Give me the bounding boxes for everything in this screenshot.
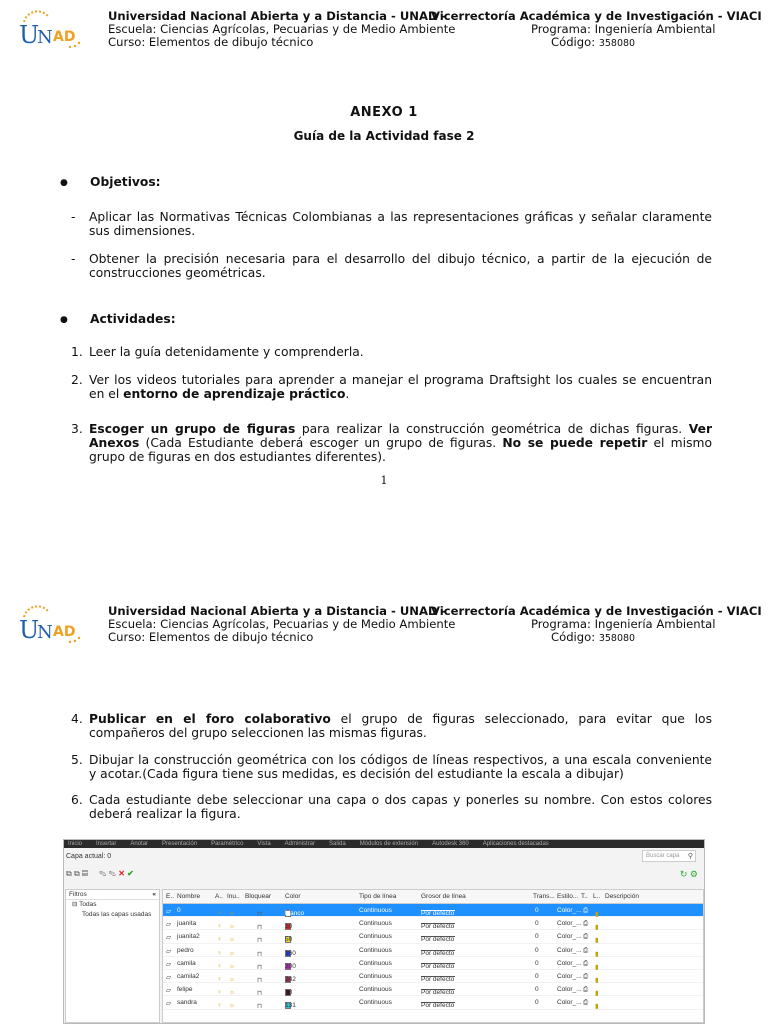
ribbon-tab[interactable]: Aplicaciones destacadas: [482, 841, 549, 847]
page-2: [0, 595, 768, 1024]
column-header[interactable]: Nombre: [177, 893, 201, 900]
layer-status-icon: ▱: [166, 973, 171, 981]
column-header[interactable]: L..: [593, 893, 601, 900]
svg-text:U: U: [19, 21, 40, 49]
layer-status-icon: ▱: [166, 908, 171, 915]
layer-status-icon: ▱: [166, 960, 171, 968]
layer-plot-style: Color_...: [557, 986, 582, 994]
header-programa: Programa: Ingeniería Ambiental: [531, 617, 716, 631]
column-header[interactable]: Estilo...: [557, 893, 579, 900]
bullet-icon: ●: [60, 177, 68, 188]
layer-transparency[interactable]: 0: [535, 972, 539, 980]
layer-transparency[interactable]: 0: [535, 986, 539, 994]
list-number: 6.: [71, 793, 83, 807]
filters-label: Filtros: [69, 891, 87, 898]
layer-row[interactable]: ▱ felipe ♀ ☼ ⊓ 18 Continuous Por defecto 0 Color_... ⎙ ▮: [163, 983, 703, 996]
layer-row[interactable]: ▱ camila2 ♀ ☼ ⊓ 242 Continuous Por defecto 0 Color_... ⎙ ▮: [163, 970, 703, 983]
layer-status-icon: ▱: [166, 934, 171, 942]
layer-row[interactable]: ▱ pedro ♀ ☼ ⊓ 160 Continuous Por defecto 0 Color_... ⎙ ▮: [163, 944, 703, 957]
header-university: Universidad Nacional Abierta y a Distancia - UNAD -: [108, 604, 447, 618]
layer-search-input[interactable]: Buscar capa ⚲: [642, 850, 696, 862]
layer-name: camila2: [177, 972, 200, 980]
actividad-2: Ver los videos tutoriales para aprender a manejar el programa Draftsight los cuales se encuentran en el entorno de aprendizaje práctico.: [89, 373, 712, 401]
column-header[interactable]: Tipo de línea: [359, 893, 397, 900]
svg-text:AD: AD: [53, 29, 76, 45]
layer-linetype[interactable]: Continuous: [359, 999, 392, 1007]
svg-text:U: U: [19, 616, 40, 644]
layer-manager-screenshot: [63, 839, 705, 1024]
layer-status-icon: ▱: [166, 1000, 171, 1008]
ribbon-tab[interactable]: Insertar: [96, 841, 117, 847]
unad-logo: [18, 605, 88, 647]
layer-plot-style: Color_...: [557, 907, 582, 914]
page-header: [18, 604, 762, 649]
header-programa: Programa: Ingeniería Ambiental: [531, 22, 716, 36]
layer-row[interactable]: ▱ sandra ♀ ☼ ⊓ 131 Continuous Por defecto 0 Color_... ⎙ ▮: [163, 996, 703, 1009]
layer-status-icon: ▱: [166, 921, 171, 929]
layer-linetype[interactable]: Continuous: [359, 933, 392, 941]
state-manager-icon[interactable]: ▤: [81, 869, 88, 878]
plot-icon[interactable]: ⎙: [583, 959, 589, 967]
document-subtitle: Guía de la Actividad fase 2: [293, 129, 475, 143]
tree-node-used[interactable]: Todas las capas usadas: [82, 911, 152, 918]
layer-transparency[interactable]: 0: [535, 920, 539, 928]
svg-text:AD: AD: [53, 624, 76, 640]
list-number: 4.: [71, 712, 83, 726]
layer-plot-style: Color_...: [557, 946, 582, 954]
new-filter-icon[interactable]: ⧉: [66, 869, 72, 878]
unad-logo: [18, 10, 88, 52]
layer-transparency[interactable]: 0: [535, 933, 539, 941]
layer-row[interactable]: ▱ juanita2 ♀ ☼ ⊓ 50 Continuous Por defecto 0 Color_... ⎙ ▮: [163, 930, 703, 943]
dash-icon: -: [71, 252, 76, 266]
plot-icon[interactable]: ⎙: [583, 999, 589, 1007]
svg-text:N: N: [37, 622, 53, 643]
layer-toolbar: [66, 869, 134, 881]
layer-transparency[interactable]: 0: [535, 999, 539, 1007]
ribbon-menubar: [64, 840, 704, 848]
column-header[interactable]: Trans...: [533, 893, 555, 900]
current-layer-label: Capa actual: 0: [66, 853, 112, 860]
dash-icon: -: [71, 210, 76, 224]
svg-text:N: N: [37, 27, 53, 48]
column-header[interactable]: Grosor de línea: [421, 893, 466, 900]
header-codigo-value: 358080: [598, 38, 636, 49]
header-codigo-label: Código:: [551, 630, 596, 644]
header-codigo-value: 358080: [598, 633, 636, 644]
delete-layer-icon[interactable]: ✕: [118, 869, 125, 878]
ribbon-tab[interactable]: Vista: [257, 841, 271, 847]
list-number: 2.: [71, 373, 83, 387]
column-header[interactable]: Descripción: [605, 893, 639, 900]
layer-plot-style: Color_...: [557, 933, 582, 941]
header-codigo-label: Código:: [551, 35, 596, 49]
ribbon-tab[interactable]: Salida: [329, 841, 346, 847]
bullet-icon: ●: [60, 314, 68, 325]
page-header: [18, 9, 762, 54]
ribbon-tab[interactable]: Anotar: [130, 841, 149, 847]
collapse-icon[interactable]: «: [152, 891, 156, 898]
ribbon-tab[interactable]: Paramétrico: [211, 841, 244, 847]
header-university: Universidad Nacional Abierta y a Distancia - UNAD -: [108, 9, 447, 23]
list-number: 5.: [71, 753, 83, 767]
column-header[interactable]: Bloquear: [245, 893, 272, 900]
page-gap: [0, 560, 768, 595]
layer-row[interactable]: ▱ camila ♀ ☼ ⊓ 200 Continuous Por defecto 0 Color_... ⎙ ▮: [163, 957, 703, 970]
objetivo-2: Obtener la precisión necesaria para el desarrollo del dibujo técnico, a partir de la ejecución de construcciones geométricas.: [89, 252, 712, 280]
layer-name: pedro: [177, 946, 194, 954]
header-vicerrectoria: Vicerrectoría Académica y de Investigación - VIACI: [431, 9, 762, 23]
layer-plot-style: Color_...: [557, 999, 582, 1007]
filter-tree-pane: [65, 889, 160, 1023]
page-number: 1: [380, 474, 388, 487]
actividad-5: Dibujar la construcción geométrica con los códigos de líneas respectivos, a una escala conveniente y acotar.(Cada figura tiene sus medidas, es decisión del estudiante la escala a dibujar): [89, 753, 712, 781]
objetivos-heading: ● Objetivos:: [60, 175, 161, 189]
plot-icon[interactable]: ⎙: [583, 933, 589, 941]
objetivo-1: Aplicar las Normativas Técnicas Colombianas a las representaciones gráficas y señalar claramente sus dimensiones.: [89, 210, 712, 238]
layer-transparency[interactable]: 0: [535, 946, 539, 954]
layer-transparency[interactable]: 0: [535, 907, 539, 914]
list-number: 3.: [71, 422, 83, 436]
layer-name: juanita: [177, 920, 197, 928]
ribbon-tab[interactable]: Presentación: [162, 841, 198, 847]
actividad-1: Leer la guía detenidamente y comprenderla.: [89, 345, 364, 359]
header-curso: Curso: Elementos de dibujo técnico: [108, 35, 314, 49]
layer-name: 0: [177, 907, 181, 914]
list-number: 1.: [71, 345, 83, 359]
layer-grid-header: [163, 890, 703, 904]
refresh-icon[interactable]: ↻ ⚙: [679, 869, 698, 879]
layer-name: sandra: [177, 999, 197, 1007]
plot-icon[interactable]: ⎙: [583, 972, 589, 980]
plot-icon[interactable]: ⎙: [583, 986, 589, 994]
column-header[interactable]: Color: [285, 893, 301, 900]
layer-transparency[interactable]: 0: [535, 959, 539, 967]
search-icon: ⚲: [687, 853, 693, 860]
header-curso: Curso: Elementos de dibujo técnico: [108, 630, 314, 644]
layer-name: camila: [177, 959, 196, 967]
layer-plot-style: Color_...: [557, 920, 582, 928]
layer-plot-style: Color_...: [557, 959, 582, 967]
plot-icon[interactable]: ⎙: [583, 920, 589, 928]
ribbon-tab[interactable]: Módulos de extensión: [359, 841, 419, 847]
layer-grid-body: [163, 904, 703, 1010]
column-header[interactable]: Inu..: [227, 893, 240, 900]
layer-row[interactable]: ▱ 0 ♀ ☼ ⊓ blanco Continuous Por defecto 0 Color_... ⎙ ▮: [163, 904, 703, 917]
column-header[interactable]: T..: [581, 893, 588, 900]
set-current-icon[interactable]: ✔: [127, 869, 134, 878]
header-vicerrectoria: Vicerrectoría Académica y de Investigación - VIACI: [431, 604, 762, 618]
actividad-6: Cada estudiante debe seleccionar una capa o dos capas y ponerles su nombre. Con estos colores deberá realizar la figura.: [89, 793, 712, 821]
layer-linetype[interactable]: Continuous: [359, 972, 392, 980]
ribbon-tab[interactable]: Autodesk 360: [432, 841, 469, 847]
layer-linetype[interactable]: Continuous: [359, 959, 392, 967]
layer-plot-style: Color_...: [557, 972, 582, 980]
layer-status-icon: ▱: [166, 987, 171, 995]
column-header[interactable]: A..: [215, 893, 223, 900]
plot-icon[interactable]: ⎙: [583, 946, 589, 954]
layer-name: felipe: [177, 986, 193, 994]
layer-linetype[interactable]: Continuous: [359, 920, 392, 928]
layer-linetype[interactable]: Continuous: [359, 946, 392, 954]
ribbon-tab[interactable]: Administrar: [284, 841, 315, 847]
header-escuela: Escuela: Ciencias Agrícolas, Pecuarias y de Medio Ambiente: [108, 617, 456, 631]
layer-linetype[interactable]: Continuous: [359, 907, 392, 914]
header-escuela: Escuela: Ciencias Agrícolas, Pecuarias y de Medio Ambiente: [108, 22, 456, 36]
new-layer-icon[interactable]: ✎: [99, 869, 107, 878]
actividades-heading: ● Actividades:: [60, 312, 176, 326]
ribbon-tab[interactable]: Inicio: [68, 841, 83, 847]
layer-status-icon: ▱: [166, 947, 171, 955]
layer-grid: [162, 889, 704, 1023]
actividad-4: Publicar en el foro colaborativo el grupo de figuras seleccionado, para evitar que los compañeros del grupo seleccionen las mismas figuras.: [89, 712, 712, 740]
layer-linetype[interactable]: Continuous: [359, 986, 392, 994]
new-layer-frozen-icon[interactable]: ✎: [108, 869, 116, 878]
tree-node-all[interactable]: ⊟ Todas: [72, 901, 97, 908]
group-filter-icon[interactable]: ⧉: [73, 869, 80, 878]
document-title: ANEXO 1: [350, 105, 418, 120]
plot-icon[interactable]: ⎙: [583, 907, 589, 914]
layer-row[interactable]: ▱ juanita ♀ ☼ ⊓ 10 Continuous Por defecto 0 Color_... ⎙ ▮: [163, 917, 703, 930]
column-header[interactable]: E..: [166, 893, 174, 900]
layer-name: juanita2: [177, 933, 200, 941]
actividad-3: Escoger un grupo de figuras para realizar la construcción geométrica de dichas figuras. Ver Anexos (Cada Estudiante deberá escoger un grupo de figuras. No se puede repetir el mismo grupo de figuras en dos estudiantes diferentes).: [89, 422, 713, 464]
